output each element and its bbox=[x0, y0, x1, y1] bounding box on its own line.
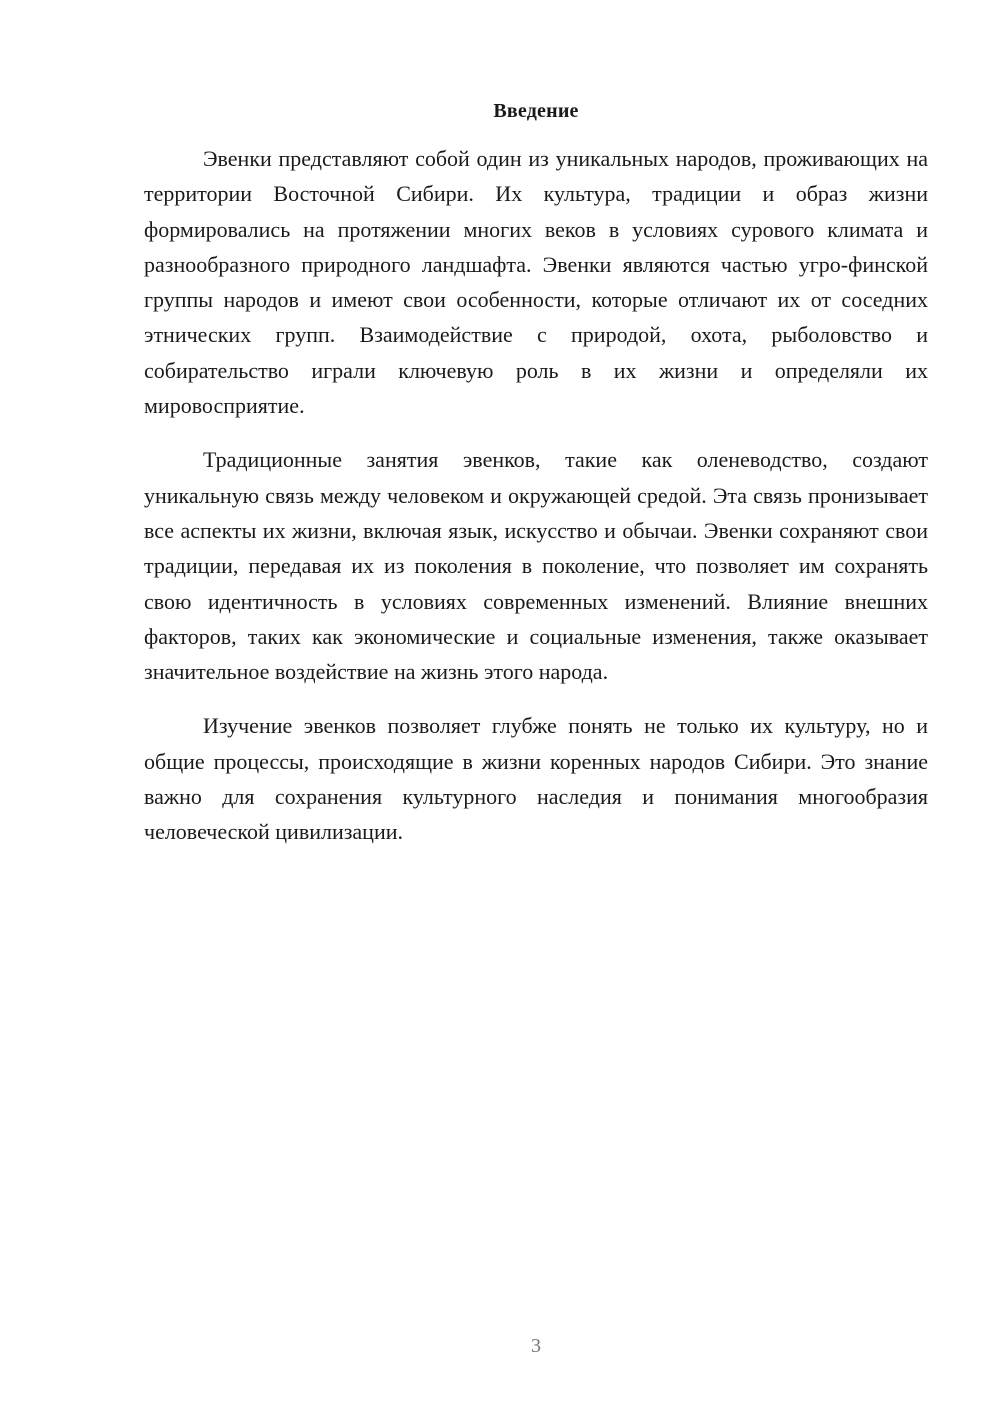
page-content bbox=[144, 95, 928, 869]
paragraph-1: Эвенки представляют собой один из уникальных народов, проживающих на территории Восточной Сибири. Их культура, традиции и образ жизни формировались на протяжении многих веков в условиях сурового климата и разнообразного природного ландшафта. Эвенки являются частью угро-финской группы народов и имеют свои особенности, которые отличают их от соседних этнических групп. Взаимодействие с природой, охота, рыболовство и собирательство играли ключевую роль в их жизни и определяли их мировосприятие. bbox=[144, 146, 928, 419]
paragraph-2: Традиционные занятия эвенков, такие как оленеводство, создают уникальную связь между человеком и окружающей средой. Эта связь пронизывает все аспекты их жизни, включая язык, искусство и обычаи. Эвенки сохраняют свои традиции, передавая их из поколения в поколение, что позволяет им сохранять свою идентичность в условиях современных изменений. Влияние внешних факторов, таких как экономические и социальные изменения, также оказывает значительное воздействие на жизнь этого народа. bbox=[144, 447, 928, 685]
section-title: Введение bbox=[493, 100, 579, 122]
page-number: 3 bbox=[531, 1335, 541, 1357]
paragraph-3: Изучение эвенков позволяет глубже понять не только их культуру, но и общие процессы, происходящие в жизни коренных народов Сибири. Это знание важно для сохранения культурного наследия и понимания многообразия человеческой цивилизации. bbox=[144, 713, 928, 845]
